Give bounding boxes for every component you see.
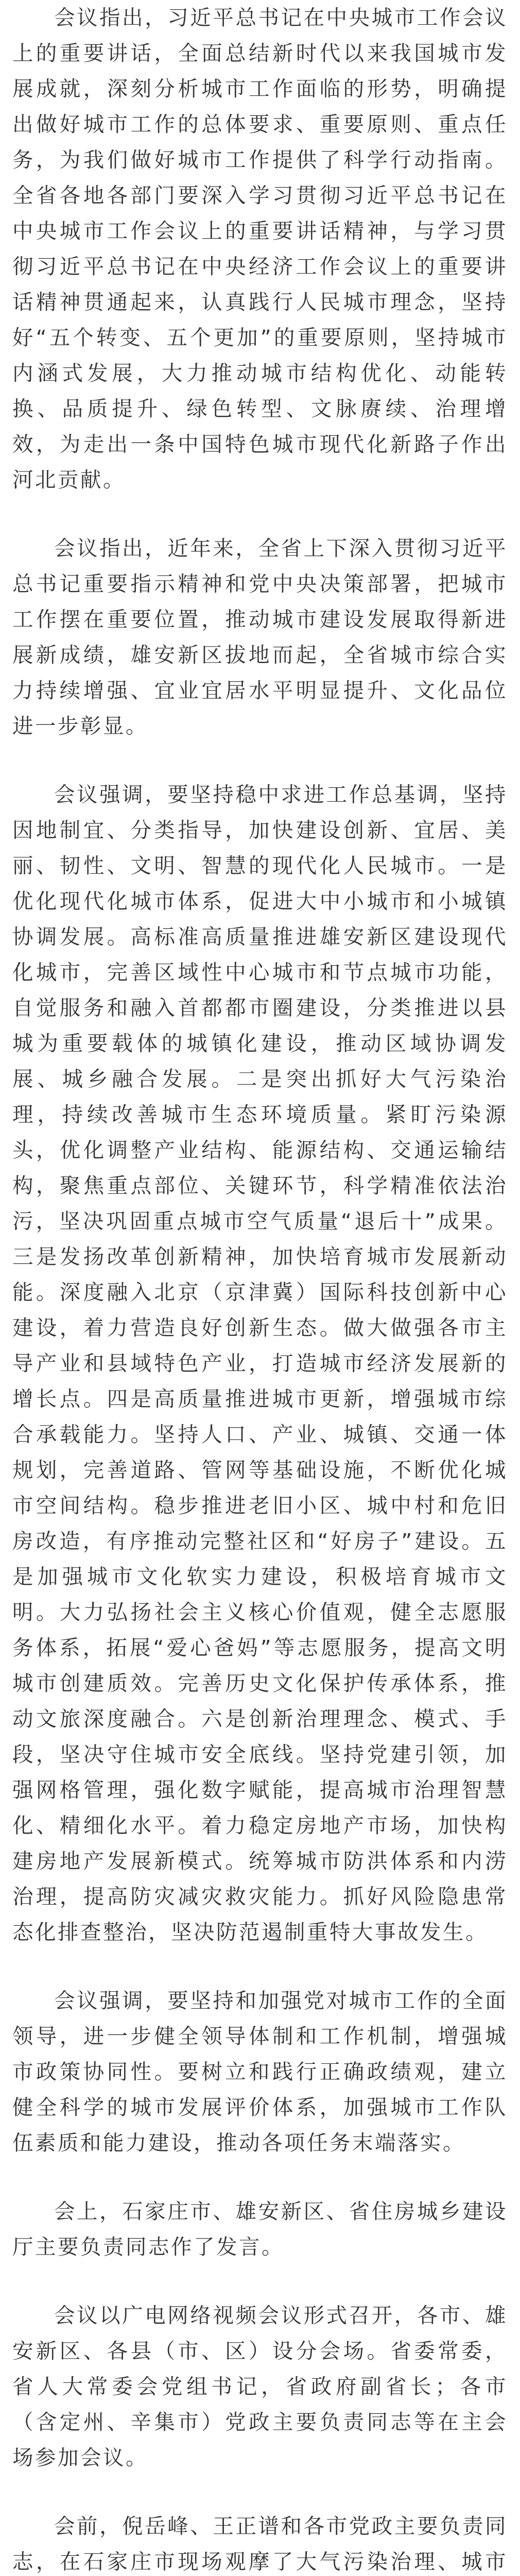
article-paragraph: 会上，石家庄市、雄安新区、省住房城乡建设厅主要负责同志作了发言。 — [12, 2199, 508, 2259]
article-body — [12, 0, 508, 2576]
article-paragraph: 会议以广电网络视频会议形式召开，各市、雄安新区、各县（市、区）设分会场。省委常委，省人大常委会党组书记，省政府副省长；各市（含定州、辛集市）党政主要负责同志等在主会场参加会议。 — [12, 2303, 508, 2470]
article-paragraph: 会议指出，近年来，全省上下深入贯彻习近平总书记重要指示精神和党中央决策部署，把城市工作摆在重要位置，推动城市建设发展取得新进展新成绩，雄安新区拔地而起，全省城市综合实力持续增强、宜业宜居水平明显提升、文化品位进一步彰显。 — [12, 536, 508, 738]
article-paragraph: 会前，倪岳峰、王正谱和各市党政主要负责同志，在石家庄市现场观摩了大气污染治理、城市 — [12, 2514, 508, 2574]
article-paragraph: 会议强调，要坚持稳中求进工作总基调，坚持因地制宜、分类指导，加快建设创新、宜居、美丽、韧性、文明、智慧的现代化人民城市。一是优化现代化城市体系，促进大中小城市和小城镇协调发展。高标准高质量推进雄安新区建设现代化城市，完善区域性中心城市和节点城市功能，自觉服务和融入首都都市圈建设，分类推进以县城为重要载体的城镇化建设，推动区域协调发展、城乡融合发展。二是突出抓好大气污染治理，持续改善城市生态环境质量。紧盯污染源头，优化调整产业结构、能源结构、交通运输结构，聚焦重点部位、关键环节，科学精准依法治污，坚决巩固重点城市空气质量“退后十”成果。三是发扬改革创新精神，加快培育城市发展新动能。深度融入北京（京津冀）国际科技创新中心建设，着力营造良好创新生态。做大做强各市主导产业和县域特色产业，打造城市经济发展新的增长点。四是高质量推进城市更新，增强城市综合承载能力。坚持人口、产业、城镇、交通一体规划，完善道路、管网等基础设施，不断优化城市空间结构。稳步推进老旧小区、城中村和危旧房改造，有序推动完整社区和“好房子”建设。五是加强城市文化软实力建设，积极培育城市文明。大力弘扬社会主义核心价值观，健全志愿服务体系，拓展“爱心爸妈”等志愿服务，提高文明城市创建质效。完善历史文化保护传承体系，推动文旅深度融合。六是创新治理理念、模式、手段，坚决守住城市安全底线。坚持党建引领，加强网格管理，强化数字赋能，提高城市治理智慧化、精细化水平。着力稳定房地产市场，加快构建房地产发展新模式。统筹城市防洪体系和内涝治理，提高防灾减灾救灾能力。抓好风险隐患常态化排查整治，坚决防范遏制重特大事故发生。 — [12, 782, 508, 1944]
article-paragraph: 会议指出，习近平总书记在中央城市工作会议上的重要讲话，全面总结新时代以来我国城市发展成就，深刻分析城市工作面临的形势，明确提出做好城市工作的总体要求、重要原则、重点任务，为我们做好城市工作提供了科学行动指南。全省各地各部门要深入学习贯彻习近平总书记在中央城市工作会议上的重要讲话精神，与学习贯彻习近平总书记在中央经济工作会议上的重要讲话精神贯通起来，认真践行人民城市理念，坚持好“五个转变、五个更加”的重要原则，坚持城市内涵式发展，大力推动城市结构优化、动能转换、品质提升、绿色转型、文脉赓续、治理增效，为走出一条中国特色城市现代化新路子作出河北贡献。 — [12, 5, 508, 492]
article-paragraph: 会议强调，要坚持和加强党对城市工作的全面领导，进一步健全领导体制和工作机制，增强城市政策协同性。要树立和践行正确政绩观，建立健全科学的城市发展评价体系，加强城市工作队伍素质和能力建设，推动各项任务末端落实。 — [12, 1988, 508, 2155]
